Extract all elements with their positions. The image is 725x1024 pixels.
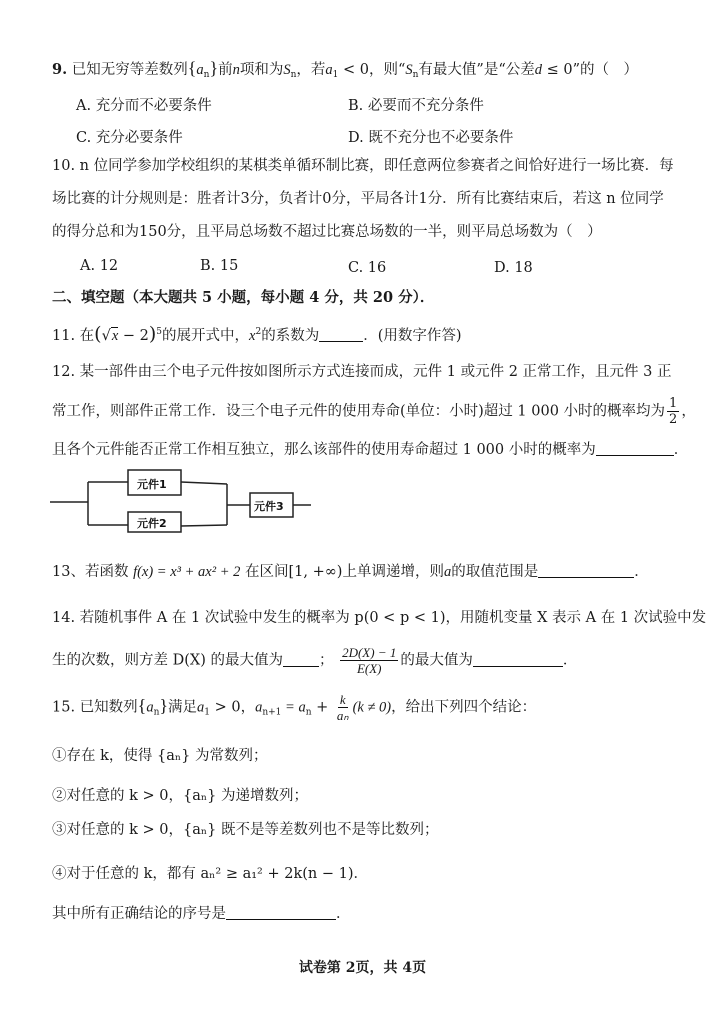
q9-option-d — [348, 128, 513, 148]
option-text: 16 — [367, 260, 387, 276]
math-sub: n — [203, 70, 210, 80]
q9-text: 前 — [218, 62, 233, 78]
answer-blank[interactable] — [226, 905, 336, 920]
option-text: 必要而不充分条件 — [367, 98, 484, 114]
math-var: a — [255, 699, 263, 716]
brace-close: } — [159, 695, 168, 716]
fraction-denominator: E(X) — [356, 661, 382, 676]
fraction — [667, 396, 679, 427]
q10-option-c — [348, 258, 386, 278]
circuit-diagram — [0, 460, 360, 550]
math-var: x — [249, 328, 256, 344]
option-text: 既不充分也不必要条件 — [368, 130, 514, 146]
math-var: n — [232, 62, 240, 78]
math-exp: 2 — [255, 327, 262, 337]
answer-blank[interactable] — [538, 563, 634, 578]
q9-text: 有最大值”是“公差 — [418, 62, 535, 78]
q9-option-a — [76, 96, 212, 116]
q9-text: ≤ 0”的（ ） — [542, 62, 639, 78]
q10-line-3: 的得分总和为150分，且平局总场数不超过比赛总场数的一半，则平局总场数为（ ） — [52, 224, 602, 240]
math-text: + — [311, 699, 333, 716]
math-var: a — [197, 699, 205, 716]
q15-line-1 — [52, 692, 536, 723]
math-var: a — [146, 699, 154, 716]
q11-text: 的展开式中， — [162, 328, 250, 344]
math-var: a — [443, 564, 452, 580]
option-label: C. — [76, 130, 92, 146]
q15-conclusion-3: ③对任意的 k > 0，{aₙ} 既不是等差数列也不是等比数列； — [52, 822, 439, 838]
option-text: 15 — [219, 258, 239, 274]
q12-text: ， — [681, 403, 696, 420]
math-sub: 1 — [332, 70, 339, 80]
fraction-numerator: k — [339, 692, 346, 707]
q10-option-b — [200, 256, 238, 276]
brace-open: { — [137, 695, 147, 716]
q13-text: 的取值范围是 — [451, 564, 539, 580]
q14-text: ． — [562, 652, 578, 669]
math-var: S — [405, 62, 413, 78]
q12-text: ． — [673, 442, 689, 458]
q14-text: 的最大值为 — [400, 652, 473, 669]
math-sub: n — [305, 707, 312, 718]
q15-conclusion-2: ②对任意的 k > 0，{aₙ} 为递增数列； — [52, 788, 308, 804]
q11-text: 在 — [79, 328, 95, 344]
q9-text: ，若 — [296, 62, 326, 78]
q15-text: 满足 — [168, 699, 197, 716]
q10-line-1: 10. n 位同学参加学校组织的某棋类单循环制比赛，即任意两位参赛者之间恰好进行一场比赛．每 — [52, 158, 674, 174]
math-condition: (k ≠ 0) — [352, 699, 392, 716]
q13-text: 若函数 — [84, 564, 129, 580]
math-sub: n — [153, 707, 160, 718]
component-1-label: 元件1 — [137, 478, 167, 491]
q15-text: ，给出下列四个结论： — [391, 699, 537, 716]
math-interval: [1, +∞) — [288, 564, 343, 580]
brace-close: } — [209, 58, 219, 78]
option-label: D. — [348, 130, 364, 146]
q12-line-1: 12. 某一部件由三个电子元件按如图所示方式连接而成，元件 1 或元件 2 正常工作，且元件 3 正 — [52, 364, 672, 380]
option-text: 12 — [99, 258, 119, 274]
math-expression: f(x) = x³ + ax² + 2 — [133, 564, 241, 580]
q15-conclusion-1: ①存在 k，使得 {aₙ} 为常数列； — [52, 748, 268, 764]
q15-conclusion-4: ④对于任意的 k，都有 aₙ² ≥ a₁² + 2k(n − 1)． — [52, 866, 368, 882]
q9-text: 项和为 — [239, 62, 284, 78]
q15-text: > 0， — [209, 699, 256, 716]
page-footer: 试卷第 2页，共 4页 — [298, 960, 427, 976]
wire — [181, 525, 227, 526]
q9-option-c — [76, 128, 183, 148]
q15-text: ． — [336, 906, 351, 922]
q12-text: 常工作，则部件正常工作．设三个电子元件的使用寿命(单位：小时)超过 1 000 小时的概率均为 — [52, 403, 666, 420]
answer-blank[interactable] — [319, 327, 363, 342]
question-number: 9. — [52, 61, 68, 78]
q15-text: 其中所有正确结论的序号是 — [52, 906, 226, 922]
option-text: 18 — [514, 260, 533, 276]
math-var: = a — [281, 699, 306, 716]
question-9-stem — [52, 58, 638, 85]
q9-text: 已知无穷等差数列 — [71, 62, 188, 78]
component-3-label: 元件3 — [254, 500, 284, 513]
fraction — [335, 692, 351, 723]
question-11: 11. 在$(√x - 2)^5$的展开式中，$x^2$的系数为 ．(用数字作答) — [52, 323, 462, 345]
q13-text: 在区间 — [244, 564, 289, 580]
math-var: S — [283, 62, 291, 78]
answer-blank-1[interactable] — [283, 652, 319, 667]
q10-option-a — [80, 256, 118, 276]
question-13 — [52, 562, 649, 582]
component-2-label: 元件2 — [137, 517, 167, 530]
paren-open: ( — [94, 323, 102, 345]
q14-line-2 — [52, 645, 577, 676]
q11-text: 的系数为 — [261, 328, 320, 344]
fraction-denominator: 2 — [669, 412, 678, 427]
question-number: 13、 — [52, 564, 85, 580]
math-exp: 5 — [156, 327, 163, 337]
math-var: d — [534, 62, 542, 78]
q15-text: 15. 已知数列 — [52, 699, 138, 716]
answer-blank[interactable] — [596, 441, 674, 456]
q14-line-1: 14. 若随机事件 A 在 1 次试验中发生的概率为 p(0 < p < 1)，用随机变量 X 表示 A 在 1 次试验中发 — [52, 610, 707, 626]
math-sub: n — [412, 70, 419, 80]
option-label: A. — [80, 258, 96, 274]
math-var: x — [111, 328, 119, 344]
option-label: A. — [76, 98, 92, 114]
q9-text: < 0，则“ — [338, 62, 406, 78]
q12-line-2 — [52, 396, 696, 427]
section-2-title: 二、填空题（本大题共 5 小题，每小题 4 分，共 20 分）． — [52, 289, 435, 306]
option-label: D. — [494, 260, 510, 276]
wire — [181, 482, 227, 484]
option-label: C. — [348, 260, 364, 276]
q14-text: ； — [318, 652, 334, 669]
math-text: − 2 — [118, 328, 149, 344]
q10-line-2: 场比赛的计分规则是：胜者计3分，负者计0分，平局各计1分．所有比赛结束后，若这 n 位同学 — [52, 191, 664, 207]
brace-open: { — [187, 58, 197, 78]
q11-text: ．(用数字作答) — [363, 328, 462, 344]
math-var: a — [196, 62, 204, 78]
q13-text: ． — [634, 564, 649, 580]
math-sub: n — [290, 70, 297, 80]
q13-text: 上单调递增，则 — [342, 564, 444, 580]
option-text: 充分必要条件 — [95, 130, 183, 146]
fraction-numerator: 1 — [669, 396, 678, 411]
math-sub: 1 — [204, 707, 210, 718]
math-var: a — [325, 62, 333, 78]
q15-final — [52, 904, 351, 924]
q9-option-b — [348, 96, 484, 116]
q14-text: 生的次数，则方差 D(X) 的最大值为 — [52, 652, 283, 669]
option-text: 充分而不必要条件 — [95, 98, 212, 114]
paren-close: ) — [148, 323, 157, 345]
q10-option-d — [494, 258, 533, 278]
answer-blank-2[interactable] — [473, 652, 563, 667]
fraction — [340, 645, 398, 676]
math-sub: n+1 — [262, 707, 282, 718]
option-label: B. — [200, 258, 216, 274]
q12-text: 且各个元件能否正常工作相互独立，那么该部件的使用寿命超过 1 000 小时的概率为 — [52, 442, 596, 458]
fraction-numerator: 2D(X) − 1 — [342, 645, 397, 660]
fraction-denominator: aₙ — [336, 708, 349, 723]
option-label: B. — [348, 98, 364, 114]
question-number: 11. — [52, 328, 76, 344]
q12-line-3 — [52, 440, 688, 460]
